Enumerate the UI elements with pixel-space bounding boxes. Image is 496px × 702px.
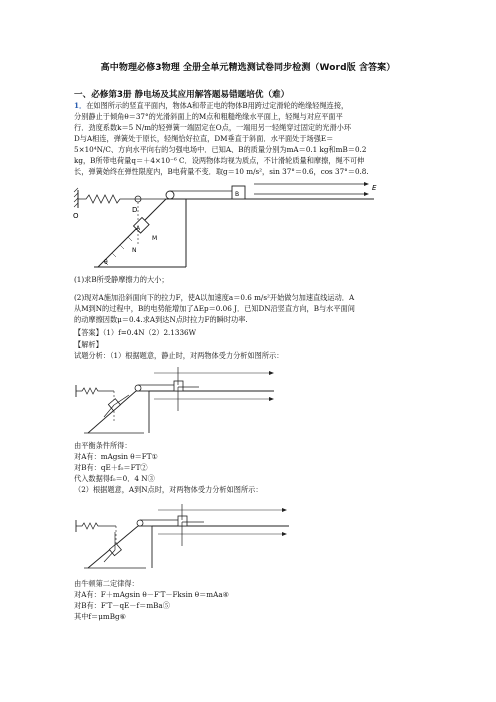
subquestion-2: (2)现对A施加沿斜面向下的拉力F，使A以加速度a＝0.6 m/s²开始做匀加速直线运动．A — [74, 293, 355, 302]
subquestion-1: (1)求B所受静摩擦力的大小； — [74, 275, 169, 284]
solution-line: （2）根据题意，A到N点时，对两物体受力分析如图所示： — [74, 485, 263, 494]
solution-line: 对A有：F＋mAgsin θ－F′T－Fksin θ＝mAa④ — [74, 590, 230, 599]
question-number: 1． — [74, 101, 87, 110]
label-A: A — [136, 225, 141, 232]
answer-line: 【答案】（1）f=0.4N（2）2.1336W — [74, 328, 196, 337]
question-line: 1．在如图所示的竖直平面内，物体A和带正电的物体B用跨过定滑轮的绝缘轻绳连接， — [74, 101, 349, 110]
label-O: O — [73, 212, 79, 220]
subquestion-2: 的动摩擦因数μ＝0.4.求A到达N点时拉力F的瞬时功率. — [74, 315, 248, 324]
analysis-label: 【解析】 — [74, 340, 103, 349]
label-E: E — [372, 184, 377, 192]
solution-line: 对B有：F′T－qE－f＝mBa⑤ — [74, 601, 170, 610]
section-heading: 一、必修第3册 静电场及其应用解答题易错题培优（难） — [74, 90, 290, 100]
question-line: 5×10⁴N/C、方向水平向右的匀强电场中．已知A、B的质量分别为mA＝0.1 kg和mB＝0.2 — [74, 145, 367, 154]
force-diagram-at-N — [74, 502, 314, 574]
question-line: D与A相连，弹簧处于原长，轻绳恰好拉直，DM垂直于斜面．水平面处于场强E＝ — [74, 134, 334, 143]
subquestion-2: 从M到N的过程中，B的电势能增加了ΔEp＝0.06 J．已知DN沿竖直方向，B与水平面间 — [74, 304, 355, 313]
solution-line: 由牛顿第二定律得： — [74, 579, 139, 588]
solution-line: 试题分析：（1）根据题意，静止时，对两物体受力分析如图所示： — [74, 351, 284, 360]
document-title: 高中物理必修3物理 全册全单元精选测试卷同步检测（Word版 含答案） — [100, 63, 396, 73]
label-B: B — [235, 191, 240, 198]
solution-line: 其中f＝μmBg⑥ — [74, 612, 127, 621]
setup-figure — [74, 182, 419, 272]
solution-line: 对A有：mAgsin θ＝FT① — [74, 452, 159, 461]
label-N: N — [132, 247, 137, 254]
label-D: D — [132, 206, 138, 214]
solution-line: 对B有：qE＋f₀＝FT② — [74, 463, 148, 472]
label-theta: θ — [104, 259, 108, 266]
question-line: 长，弹簧始终在弹性限度内，B电荷量不变．取g＝10 m/s²，sin 37°＝0.6，cos 37°＝0.8. — [74, 167, 369, 176]
solution-line: 代入数据得f₀＝0．4 N③ — [74, 474, 155, 483]
question-line: kg，B所带电荷量q＝＋4×10⁻⁶ C．设两物体均视为质点，不计滑轮质量和摩擦，绳不可伸 — [74, 156, 365, 165]
question-line: 分别静止于倾角θ＝37°的光滑斜面上的M点和粗糙绝缘水平面上，轻绳与对应平面平 — [74, 112, 343, 121]
label-M: M — [152, 235, 158, 242]
force-diagram-static — [74, 365, 304, 437]
question-line: 行．劲度系数k＝5 N/m的轻弹簧一端固定在O点，一端用另一轻绳穿过固定的光滑小环 — [74, 123, 352, 132]
solution-line: 由平衡条件所得： — [74, 441, 132, 450]
